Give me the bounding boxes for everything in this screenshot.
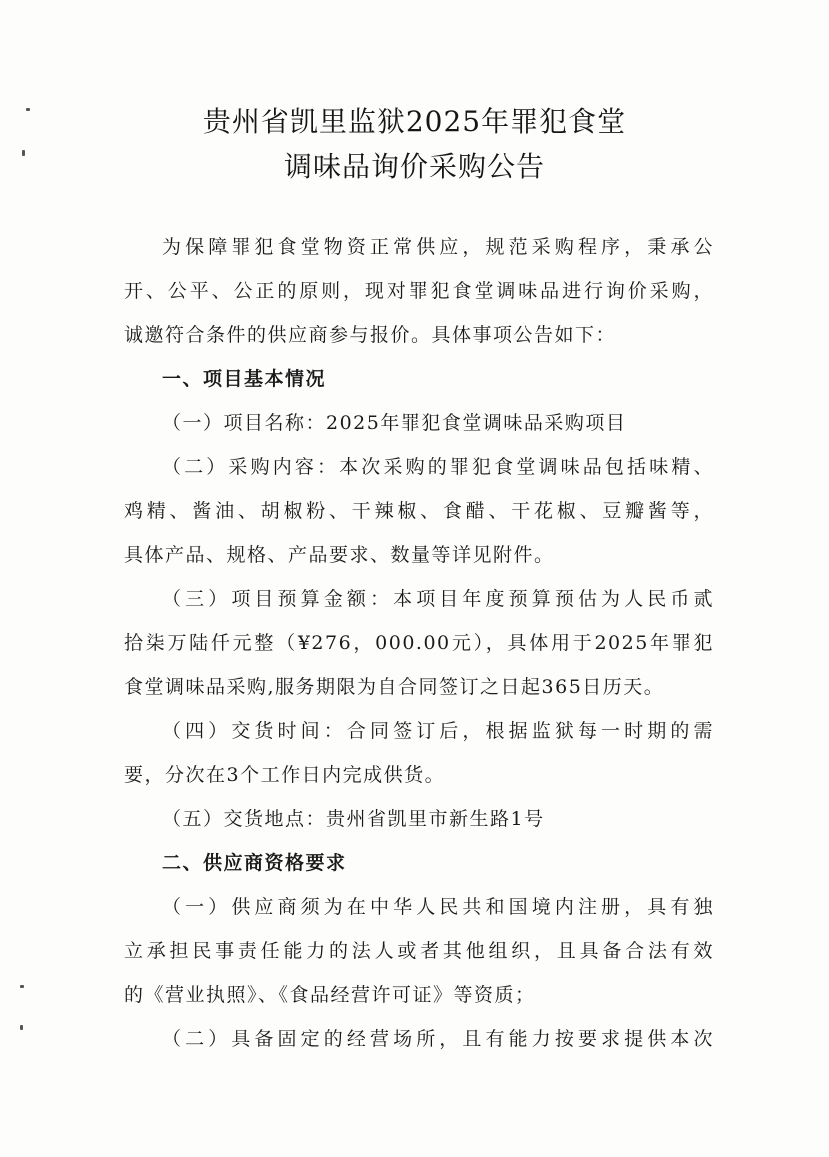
item-budget [124,577,714,709]
heading-text: 二、供应商资格要求 [162,852,347,874]
document-title-line-1: 贵州省凯里监狱2025年罪犯食堂 [202,105,627,138]
text-line: （二）具备固定的经营场所，且有能力按要求提供本次 [162,1028,714,1050]
text-line: （一）项目名称：2025年罪犯食堂调味品采购项目 [162,412,627,434]
text-line: （一）供应商须为在中华人民共和国境内注册，具有独 [162,896,714,918]
document-body [124,225,714,1061]
text-line: 拾柒万陆仟元整（¥276，000.00元），具体用于2025年罪犯 [124,632,714,654]
scan-speck [20,1025,23,1030]
heading-text: 一、项目基本情况 [162,368,327,390]
item-project-name [124,401,714,445]
document-title-line-2: 调味品询价采购公告 [283,150,545,183]
text-line: 的《营业执照》、《食品经营许可证》等资质； [124,984,536,1006]
scan-speck [20,985,24,988]
intro-paragraph [124,225,714,357]
text-line: 鸡精、酱油、胡椒粉、干辣椒、食醋、干花椒、豆瓣酱等， [124,500,714,522]
text-line: 食堂调味品采购,服务期限为自合同签订之日起365日历天。 [124,676,665,698]
text-line: （三）项目预算金额：本项目年度预算预估为人民币贰 [162,588,714,610]
text-line: 要，分次在3个工作日内完成供货。 [124,764,446,786]
item-procurement-content [124,445,714,577]
text-line: 为保障罪犯食堂物资正常供应，规范采购程序，秉承公 [162,236,714,258]
section-heading-1 [124,357,714,401]
section-heading-2 [124,841,714,885]
text-line: 具体产品、规格、产品要求、数量等详见附件。 [124,544,555,566]
text-line: 立承担民事责任能力的法人或者其他组织，且具备合法有效 [124,940,714,962]
item-supplier-premises [124,1017,714,1061]
text-line: 诚邀符合条件的供应商参与报价。具体事项公告如下： [124,324,617,346]
item-delivery-location [124,797,714,841]
item-delivery-time [124,709,714,797]
text-line: 开、公平、公正的原则，现对罪犯食堂调味品进行询价采购， [124,280,714,302]
text-line: （二）采购内容：本次采购的罪犯食堂调味品包括味精、 [162,456,714,478]
item-supplier-registration [124,885,714,1017]
text-line: （四）交货时间：合同签订后，根据监狱每一时期的需 [162,720,714,742]
text-line: （五）交货地点：贵州省凯里市新生路1号 [162,808,545,830]
